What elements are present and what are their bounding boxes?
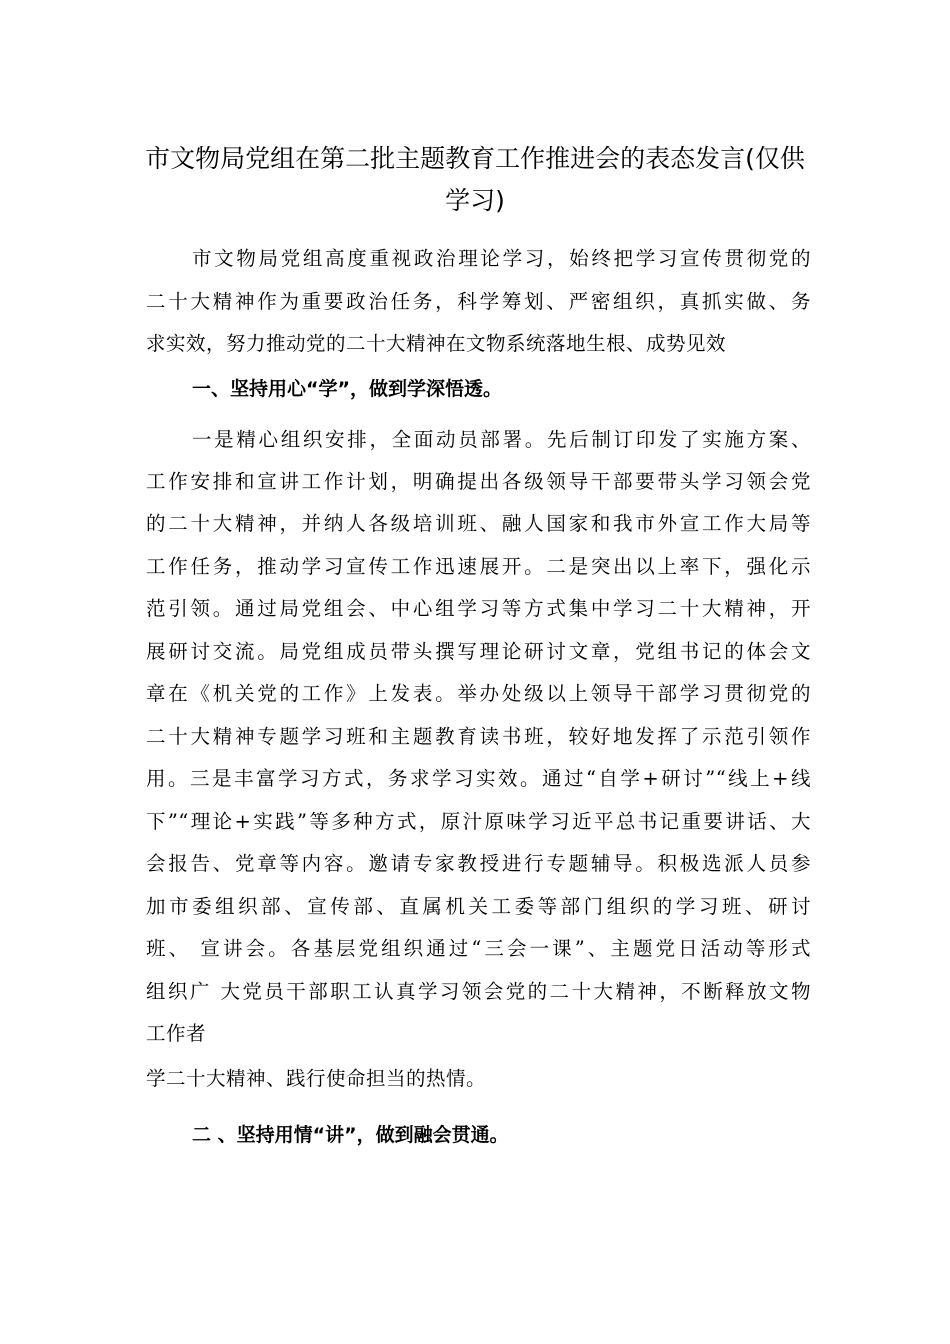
body-line: 班、 宣讲会。各基层党组织通过“三会一课”、主题党日活动等形式 bbox=[146, 937, 811, 960]
intro-line: 二十大精神作为重要政治任务，科学筹划、严密组织，真抓实做、务 bbox=[146, 290, 811, 313]
body-line: 下”“理论+实践”等多种方式，原汁原味学习近平总书记重要讲话、大 bbox=[146, 810, 811, 833]
body-line: 会报告、党章等内容。邀请专家教授进行专题辅导。积极选派人员参 bbox=[146, 852, 811, 875]
body-line: 的二十大精神，并纳人各级培训班、融人国家和我市外宣工作大局等 bbox=[146, 512, 811, 535]
body-line: 章在《机关党的工作》上发表。举办处级以上领导干部学习贯彻党的 bbox=[146, 682, 811, 705]
body-line: 工作安排和宣讲工作计划，明确提出各级领导干部要带头学习领会党 bbox=[146, 470, 811, 493]
intro-line: 市文物局党组高度重视政治理论学习，始终把学习宣传贯彻党的 bbox=[192, 247, 811, 270]
body-line: 范引领。通过局党组会、中心组学习等方式集中学习二十大精神，开 bbox=[146, 597, 811, 620]
body-line: 一是精心组织安排，全面动员部署。先后制订印发了实施方案、 bbox=[192, 428, 811, 451]
section-heading-2: 二 、坚持用情“讲”，做到融会贯通。 bbox=[192, 1124, 509, 1146]
section-heading-1: 一、坚持用心“学”，做到学深悟透。 bbox=[192, 378, 502, 400]
body-line: 工作任务，推动学习宣传工作迅速展开。二是突出以上率下，强化示 bbox=[146, 555, 811, 578]
intro-line: 求实效，努力推动党的二十大精神在文物系统落地生根、成势见效 bbox=[146, 332, 727, 355]
body-line: 组织广 大党员干部职工认真学习领会党的二十大精神，不断释放文物 bbox=[146, 980, 811, 1003]
body-line: 工作者 bbox=[146, 1022, 207, 1045]
body-line: 学二十大精神、践行使命担当的热情。 bbox=[146, 1067, 487, 1090]
body-line: 二十大精神专题学习班和主题教育读书班，较好地发挥了示范引领作 bbox=[146, 725, 811, 748]
body-line: 展研讨交流。局党组成员带头撰写理论研讨文章，党组书记的体会文 bbox=[146, 640, 811, 663]
document-title: 市文物局党组在第二批主题教育工作推进会的表态发言(仅供学习) bbox=[145, 144, 805, 215]
body-line: 用。三是丰富学习方式，务求学习实效。通过“自学+研讨”“线上+线 bbox=[146, 767, 811, 790]
body-line: 加市委组织部、宣传部、直属机关工委等部门组织的学习班、研讨 bbox=[146, 895, 811, 918]
